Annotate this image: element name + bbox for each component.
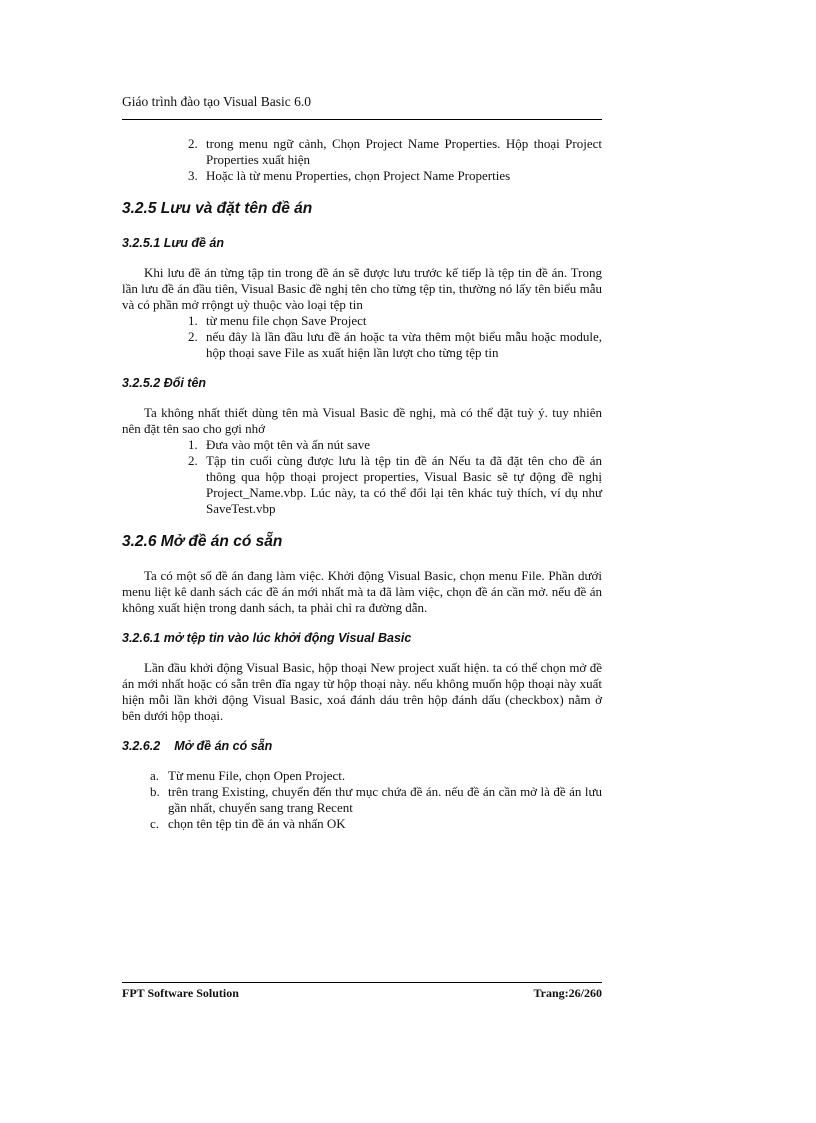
paragraph: Lần đầu khởi động Visual Basic, hộp thoại New project xuất hiện. ta có thể chọn mở đề án mới nhất hoặc có sẵn trên đĩa ngay từ hộp thoại này. nếu không muốn hộp thoại này xuất hiện mỗi lần khởi động Visual Basic, xoá đánh dáu trên hộp đánh dấu (checkbox) nằm ở bên dưới hộp thoại.: [122, 660, 602, 723]
list-letter: b.: [150, 784, 160, 799]
rename-steps-list: [122, 437, 602, 517]
list-number: 1.: [188, 437, 198, 452]
section-heading-3-2-5: 3.2.5 Lưu và đặt tên đề án: [122, 200, 313, 217]
paragraph: Ta có một số đề án đang làm việc. Khởi động Visual Basic, chọn menu File. Phần dưới menu liệt kê danh sách các đề án mới nhất mà ta đã làm việc, chọn đề án cần mở. nếu đề án không xuất hiện trong danh sách, ta phải chỉ ra đường dẫn.: [122, 568, 602, 615]
page-header: Giáo trình đào tạo Visual Basic 6.0: [122, 94, 312, 109]
list-number: 3.: [188, 168, 198, 183]
paragraph: Khi lưu đề án từng tập tin trong đề án sẽ được lưu trước kế tiếp là tệp tin đề án. Trong lần lưu đề án đầu tiên, Visual Basic đề nghị tên cho từng tệp tin, thường nó lấy tên biểu mẫu và có phần mở rrộngt uỳ thuộc vào loại tệp tin: [122, 265, 602, 312]
list-text: Tập tin cuối cùng được lưu là tệp tin đề án Nếu ta đã đặt tên cho đề án thông qua hộp thoại project properties, Visual Basic sẽ tự động đề nghị Project_Name.vbp. Lúc này, ta có thể đổi lại tên khác tuỳ thích, ví dụ như SaveTest.vbp: [206, 453, 602, 516]
list-text: Hoặc là từ menu Properties, chọn Project Name Properties: [206, 168, 511, 183]
subsection-heading-3-2-6-1: 3.2.6.1 mở tệp tin vào lúc khởi động Visual Basic: [122, 631, 412, 645]
footer-page-number: Trang:26/260: [533, 986, 602, 1000]
list-text: trên trang Existing, chuyển đến thư mục chứa đề án. nếu đề án cần mở là đề án lưu gần nhất, chuyển sang trang Recent: [168, 784, 602, 815]
list-number: 2.: [188, 453, 198, 468]
list-number: 1.: [188, 313, 198, 328]
list-text: từ menu file chọn Save Project: [206, 313, 367, 328]
heading-title: Mở đề án có sẵn: [174, 739, 273, 753]
list-letter: a.: [150, 768, 160, 783]
heading-number: 3.2.6.2: [122, 739, 161, 753]
list-text: Đưa vào một tên và ấn nút save: [206, 437, 371, 452]
header-rule: [122, 119, 602, 120]
list-item: [122, 453, 602, 517]
list-item: [122, 784, 602, 816]
save-steps-list: [122, 313, 602, 361]
list-item: [122, 168, 602, 184]
list-item: [122, 816, 602, 832]
list-item: [122, 136, 602, 168]
page-content: [122, 136, 602, 832]
footer-rule: [122, 982, 602, 983]
list-item: [122, 437, 602, 453]
list-letter: c.: [150, 816, 160, 831]
list-item: [122, 768, 602, 784]
footer-company: FPT Software Solution: [122, 986, 239, 1000]
list-text: Từ menu File, chọn Open Project.: [168, 768, 346, 783]
list-number: 2.: [188, 136, 198, 151]
subsection-heading-3-2-6-2: [122, 738, 602, 754]
list-text: trong menu ngữ cảnh, Chọn Project Name Properties. Hộp thoại Project Properties xuất hiện: [206, 136, 602, 167]
subsection-heading-3-2-5-2: 3.2.5.2 Đổi tên: [122, 376, 207, 390]
subsection-heading-3-2-5-1: 3.2.5.1 Lưu đề án: [122, 236, 225, 250]
list-text: chọn tên tệp tin đề án và nhấn OK: [168, 816, 346, 831]
paragraph: Ta không nhất thiết dùng tên mà Visual Basic đề nghị, mà có thể đặt tuỳ ý. tuy nhiên nên đặt tên sao cho gợi nhớ: [122, 405, 602, 436]
section-heading-3-2-6: 3.2.6 Mở đề án có sẵn: [122, 533, 283, 550]
intro-list: [122, 136, 602, 184]
list-number: 2.: [188, 329, 198, 344]
list-item: [122, 313, 602, 329]
list-text: nếu đây là lần đầu lưu đề án hoặc ta vừa thêm một biểu mẫu hoặc module, hộp thoại save File as xuất hiện lần lượt cho từng tệp tin: [206, 329, 602, 360]
open-steps-list: [122, 768, 602, 832]
list-item: [122, 329, 602, 361]
